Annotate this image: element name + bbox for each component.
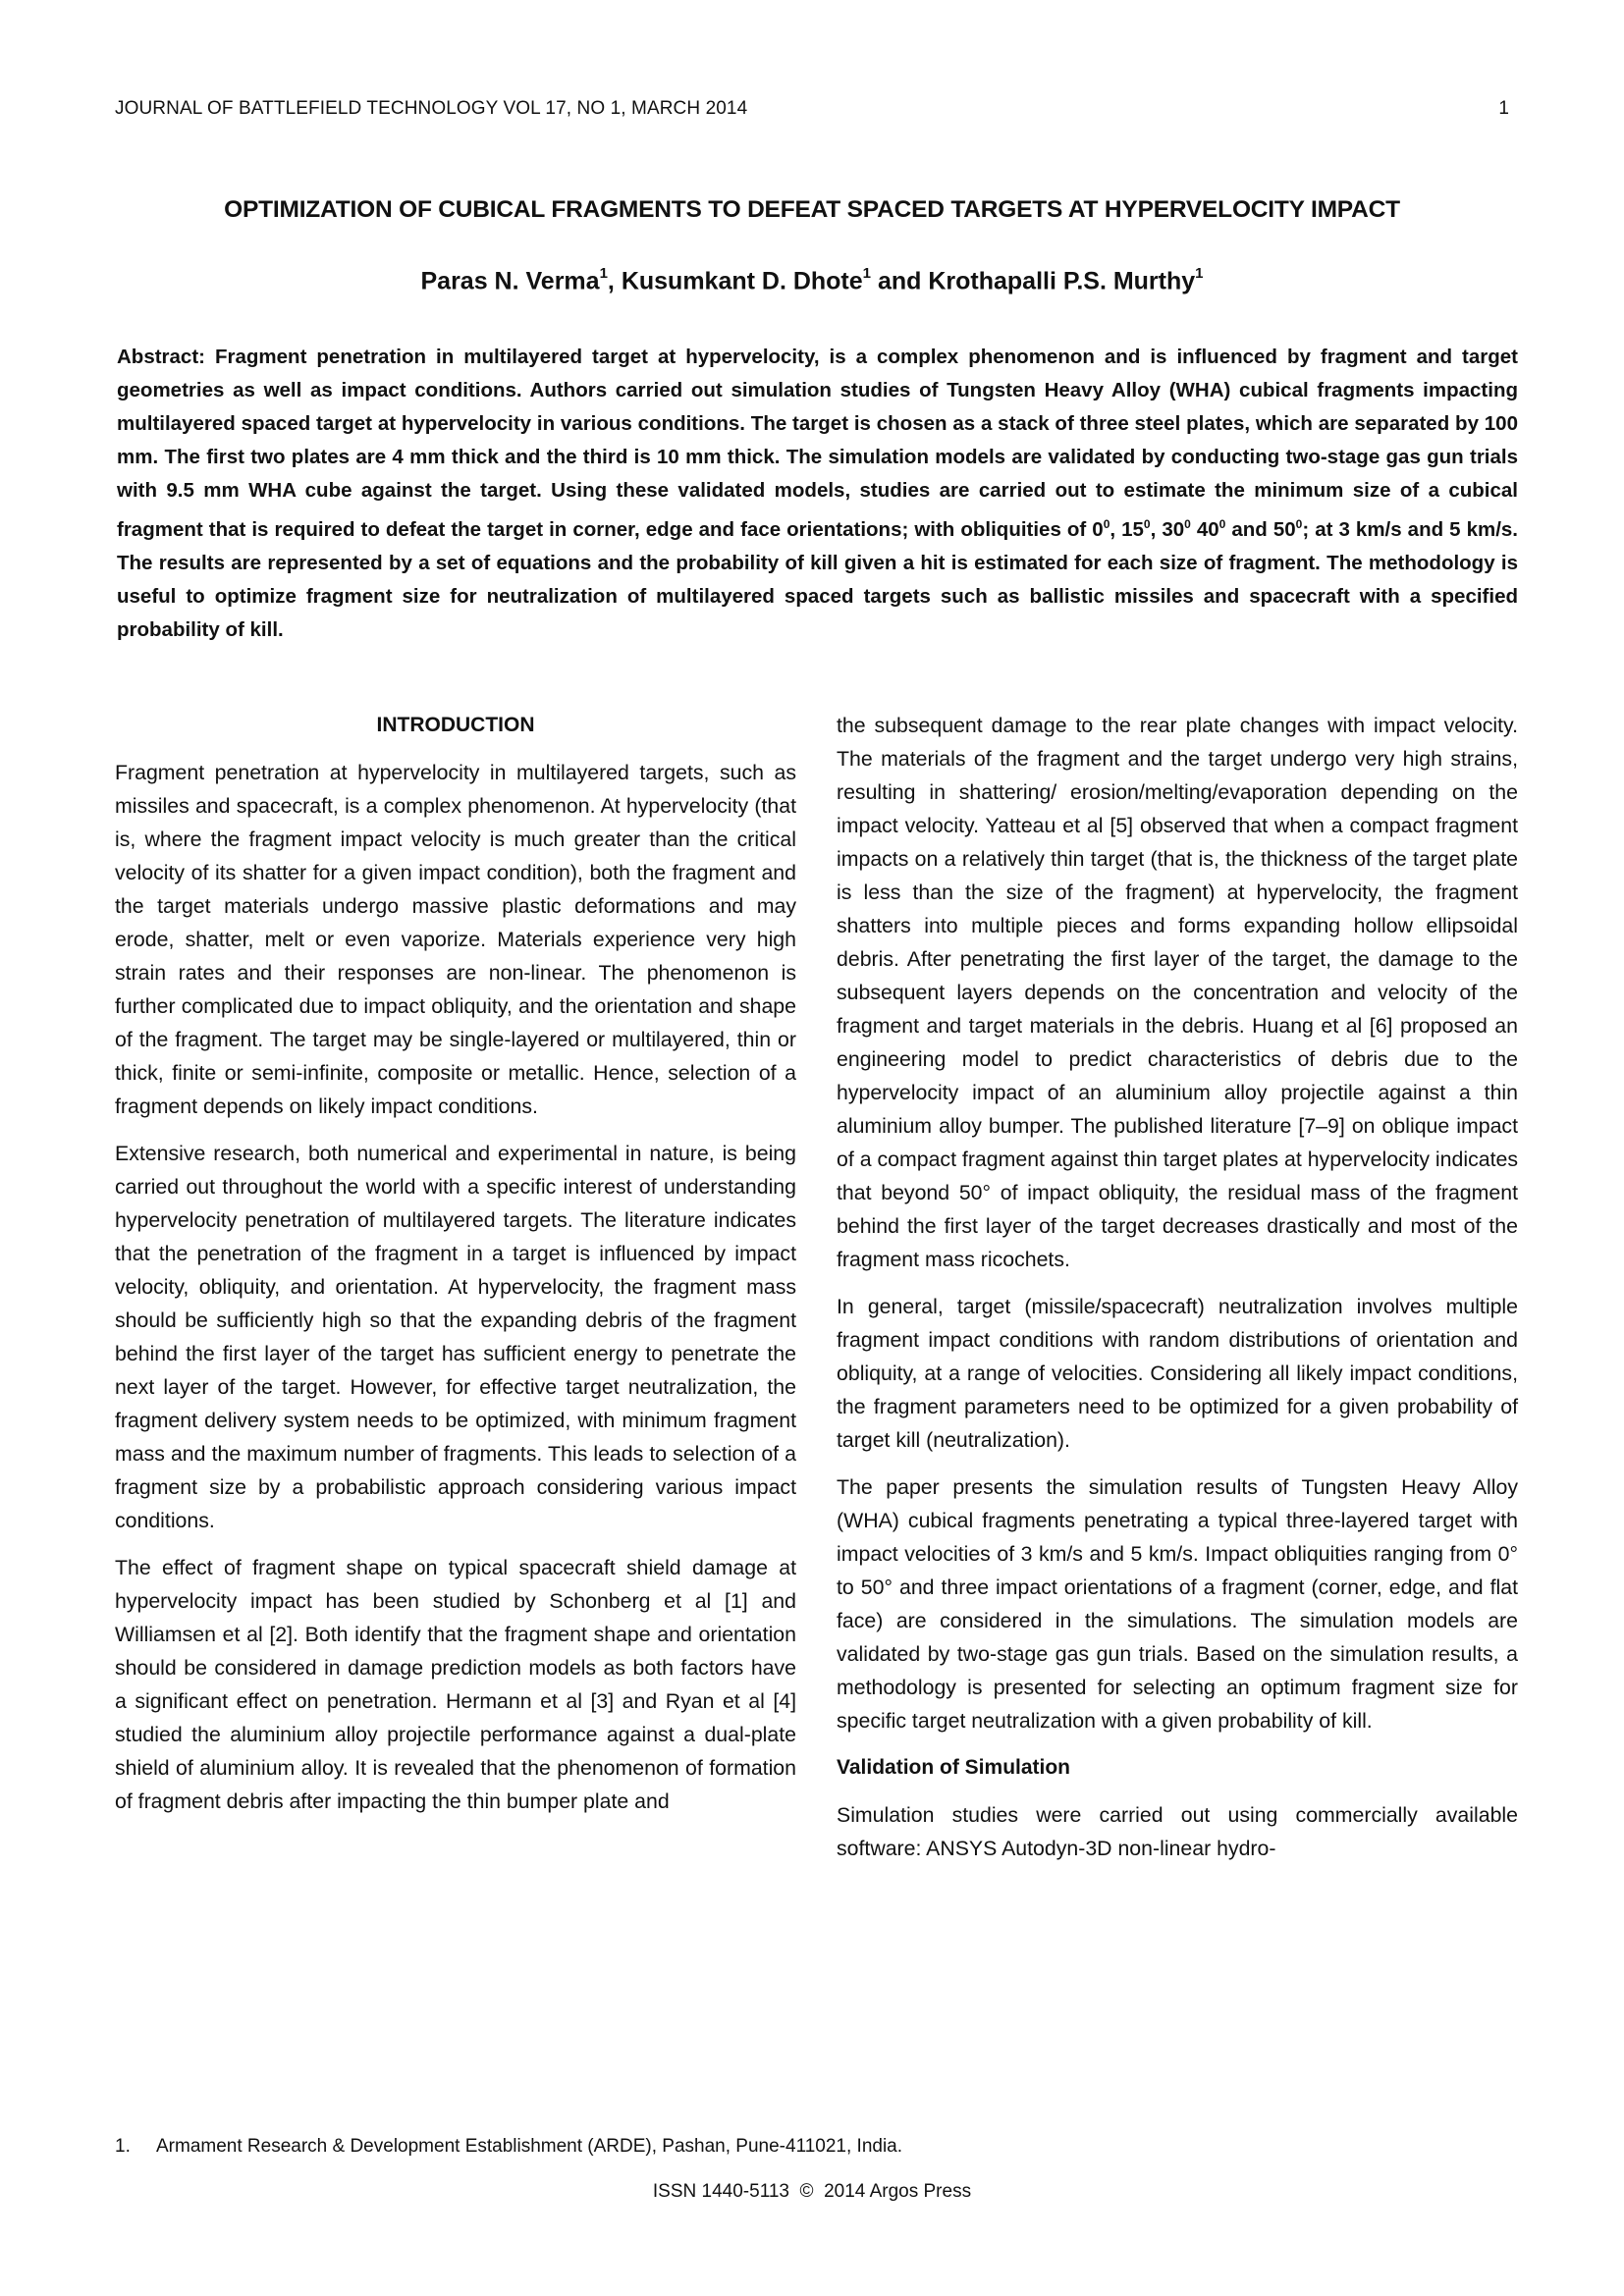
abstract <box>117 341 1518 647</box>
journal-citation: JOURNAL OF BATTLEFIELD TECHNOLOGY VOL 17, NO 1, MARCH 2014 <box>115 98 748 119</box>
affiliation-marker: 1 <box>599 265 608 282</box>
author-name: Kusumkant D. Dhote <box>621 267 863 295</box>
abstract-text: , 30 <box>1150 517 1185 541</box>
subsection-heading-validation: Validation of Simulation <box>837 1756 1071 1779</box>
affiliation-footnote <box>115 2136 902 2158</box>
section-heading-introduction: INTRODUCTION <box>376 714 535 736</box>
left-column <box>115 709 796 1832</box>
issn-copyright: ISSN 1440-5113 © 2014 Argos Press <box>652 2181 972 2202</box>
body-paragraph: The effect of fragment shape on typical spacecraft shield damage at hypervelocity impact has been studied by Schonberg et al [1] and Williamsen et al [2]. Both identify that the fragment shape and orientation should be considered in damage prediction models as both factors have a significant effect on penetration. Hermann et al [3] and Ryan et al [4] studied the aluminium alloy projectile performance against a dual-plate shield of aluminium alloy. It is revealed that the phenomenon of formation of fragment debris after impacting the thin bumper plate and <box>115 1556 796 1813</box>
degree-sup: 0 <box>1218 517 1226 531</box>
running-header <box>115 98 1509 120</box>
body-paragraph: The paper presents the simulation results of Tungsten Heavy Alloy (WHA) cubical fragments penetrating a typical three-layered target with impact velocities of 3 km/s and 5 km/s. Impact obliquities ranging from 0° to 50° and three impact orientations of a fragment (corner, edge, and flat face) are considered in the simulations. The simulation models are validated by two-stage gas gun trials. Based on the simulation results, a methodology is presented for selecting an optimum fragment size for specific target neutralization with a given probability of kill. <box>837 1475 1518 1733</box>
affiliation-marker: 1 <box>862 265 872 282</box>
abstract-text: ; at 3 km/s and 5 km/s. The results are represented by a set of equations and the probability of kill given a hit is estimated for each size of fragment. The methodology is useful to optimize fragment size for neutralization of multilayered spaced targets such as ballistic missiles and spacecraft with a specified probability of kill. <box>117 517 1519 641</box>
abstract-text: , 15 <box>1110 517 1144 541</box>
footnote-text: Armament Research & Development Establishment (ARDE), Pashan, Pune-411021, India. <box>156 2136 903 2157</box>
body-paragraph: Simulation studies were carried out using commercially available software: ANSYS Autodyn-3D non-linear hydro- <box>837 1803 1518 1860</box>
degree-sup: 0 <box>1295 517 1303 531</box>
author-list <box>115 267 1509 295</box>
footnote-number: 1. <box>115 2136 131 2157</box>
author-name: Paras N. Verma <box>420 267 600 295</box>
affiliation-marker: 1 <box>1195 265 1204 282</box>
degree-sup: 0 <box>1103 517 1110 531</box>
author-separator: and <box>871 267 929 295</box>
right-column <box>837 709 1518 1879</box>
abstract-text: Abstract: Fragment penetration in multilayered target at hypervelocity, is a complex phenomenon and is influenced by fragment and target geometries as well as impact conditions. Authors carried out simulation studies of Tungsten Heavy Alloy (WHA) cubical fragments impacting multilayered spaced target at hypervelocity in various conditions. The target is chosen as a stack of three steel plates, which are separated by 100 mm. The first two plates are 4 mm thick and the third is 10 mm thick. The simulation models are validated by conducting two-stage gas gun trials with 9.5 mm WHA cube against the target. Using these validated models, studies are carried out to estimate the minimum size of a cubical fragment that is required to defeat the target in corner, edge and face orientations; with obliquities of 0 <box>117 346 1518 541</box>
author-name: Krothapalli P.S. Murthy <box>928 267 1196 295</box>
author-separator: , <box>607 267 622 295</box>
body-paragraph: the subsequent damage to the rear plate changes with impact velocity. The materials of the fragment and the target undergo very high strains, resulting in shattering/ erosion/melting/evaporation depending on the impact velocity. Yatteau et al [5] observed that when a compact fragment impacts on a relatively thin target (that is, the thickness of the target plate is less than the size of the fragment) at hypervelocity, the fragment shatters into multiple pieces and forms expanding hollow ellipsoidal debris. After penetrating the first layer of the target, the damage to the subsequent layers depends on the concentration and velocity of the fragment and target materials in the debris. Huang et al [6] proposed an engineering model to predict characteristics of debris due to the hypervelocity impact of an aluminium alloy projectile against a thin aluminium alloy bumper. The published literature [7–9] on oblique impact of a compact fragment against thin target plates at hypervelocity indicates that beyond 50° of impact obliquity, the residual mass of the fragment behind the first layer of the target decreases drastically and most of the fragment mass ricochets. <box>837 714 1518 1271</box>
degree-sup: 0 <box>1184 517 1191 531</box>
abstract-text: and 50 <box>1225 517 1296 541</box>
body-paragraph: In general, target (missile/spacecraft) neutralization involves multiple fragment impact conditions with random distributions of orientation and obliquity, at a range of velocities. Considering all likely impact conditions, the fragment parameters need to be optimized for a given probability of target kill (neutralization). <box>837 1295 1518 1452</box>
paper-title: OPTIMIZATION OF CUBICAL FRAGMENTS TO DEFEAT SPACED TARGETS AT HYPERVELOCITY IMPACT <box>224 196 1400 223</box>
degree-sup: 0 <box>1143 517 1151 531</box>
body-paragraph: Extensive research, both numerical and experimental in nature, is being carried out throughout the world with a specific interest of understanding hypervelocity penetration of multilayered targets. The literature indicates that the penetration of the fragment in a target is influenced by impact velocity, obliquity, and orientation. At hypervelocity, the fragment mass should be sufficiently high so that the expanding debris of the fragment behind the first layer of the target has sufficient energy to penetrate the next layer of the target. However, for effective target neutralization, the fragment delivery system needs to be optimized, with minimum fragment mass and the maximum number of fragments. This leads to selection of a fragment size by a probabilistic approach considering various impact conditions. <box>115 1142 796 1532</box>
body-paragraph: Fragment penetration at hypervelocity in multilayered targets, such as missiles and spacecraft, is a complex phenomenon. At hypervelocity (that is, where the fragment impact velocity is much greater than the critical velocity of its shatter for a given impact condition), both the fragment and the target materials undergo massive plastic deformations and may erode, shatter, melt or even vaporize. Materials experience very high strain rates and their responses are non-linear. The phenomenon is further complicated due to impact obliquity, and the orientation and shape of the fragment. The target may be single-layered or multilayered, thin or thick, finite or semi-infinite, composite or metallic. Hence, selection of a fragment depends on likely impact conditions. <box>115 761 796 1118</box>
abstract-text: 40 <box>1190 517 1219 541</box>
page-number: 1 <box>1498 98 1509 119</box>
